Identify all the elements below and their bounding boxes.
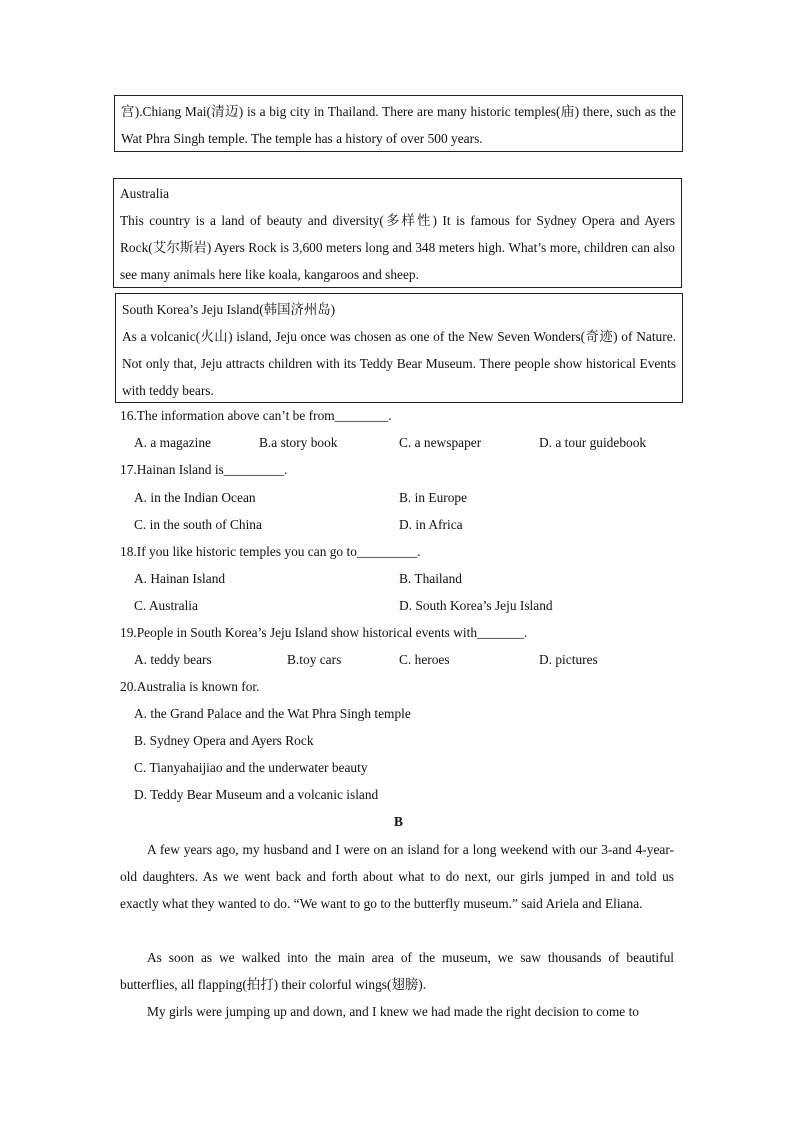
question-19-option-d: D. pictures [539,652,598,667]
question-20-option-b: B. Sydney Opera and Ayers Rock [134,733,314,748]
passage-jeju-text: As a volcanic(火山) island, Jeju once was chosen as one of the New Seven Wonders(奇迹) of Nature. Not only that, Jeju attracts children with its Teddy Bear Museum. There people show historical Events with teddy bears. [122,329,676,398]
question-20-option-c: C. Tianyahaijiao and the underwater beauty [134,760,368,775]
passage-australia-text: This country is a land of beauty and diversity(多样性) It is famous for Sydney Opera and Ayers Rock(艾尔斯岩) Ayers Rock is 3,600 meters long and 348 meters high. What’s more, children can also see many animals here like koala, kangaroos and sheep. [120,213,675,282]
question-16-stem: 16.The information above can’t be from________. [120,408,392,423]
question-17-option-b: B. in Europe [399,490,468,505]
question-17-option-d: D. in Africa [399,517,463,532]
question-18-stem: 18.If you like historic temples you can go to_________. [120,544,421,559]
question-19-option-a: A. teddy bears [134,652,212,667]
question-16-option-c: C. a newspaper [399,435,482,450]
question-16-option-b: B.a story book [259,435,338,450]
section-b-paragraph-3: My girls were jumping up and down, and I knew we had made the right decision to come to [147,1004,639,1019]
passage-jeju [115,293,683,403]
question-20-stem: 20.Australia is known for. [120,679,260,694]
passage-australia-title: Australia [120,186,170,201]
passage-chiang-mai [114,95,683,152]
question-17-option-c: C. in the south of China [134,517,262,532]
question-18-option-c: C. Australia [134,598,198,613]
question-18-option-a: A. Hainan Island [134,571,226,586]
question-20-option-d: D. Teddy Bear Museum and a volcanic island [134,787,379,802]
question-18-option-d: D. South Korea’s Jeju Island [399,598,553,613]
question-19-stem: 19.People in South Korea’s Jeju Island show historical events with_______. [120,625,528,640]
passage-jeju-title: South Korea’s Jeju Island(韩国济州岛) [122,302,336,317]
question-19-option-b: B.toy cars [287,652,342,667]
passage-australia [113,178,682,288]
question-20-option-a: A. the Grand Palace and the Wat Phra Singh temple [134,706,411,721]
question-16-option-d: D. a tour guidebook [539,435,647,450]
passage-chiang-mai-text: 宫).Chiang Mai(清迈) is a big city in Thailand. There are many historic temples(庙) there, such as the Wat Phra Singh temple. The temple has a history of over 500 years. [121,104,676,146]
question-18-option-b: B. Thailand [399,571,462,586]
section-b-paragraph-2: As soon as we walked into the main area of the museum, we saw thousands of beautiful butterflies, all flapping(拍打) their colorful wings(翅膀). [120,950,674,992]
question-19-option-c: C. heroes [399,652,450,667]
question-17-stem: 17.Hainan Island is_________. [120,462,288,477]
question-16-option-a: A. a magazine [134,435,211,450]
section-b-paragraph-1: A few years ago, my husband and I were on an island for a long weekend with our 3-and 4-year-old daughters. As we went back and forth about what to do next, our girls jumped in and told us exactly what they wanted to do. “We want to go to the butterfly museum.” said Ariela and Eliana. [120,842,674,911]
section-b-heading: B [394,814,403,829]
question-17-option-a: A. in the Indian Ocean [134,490,256,505]
